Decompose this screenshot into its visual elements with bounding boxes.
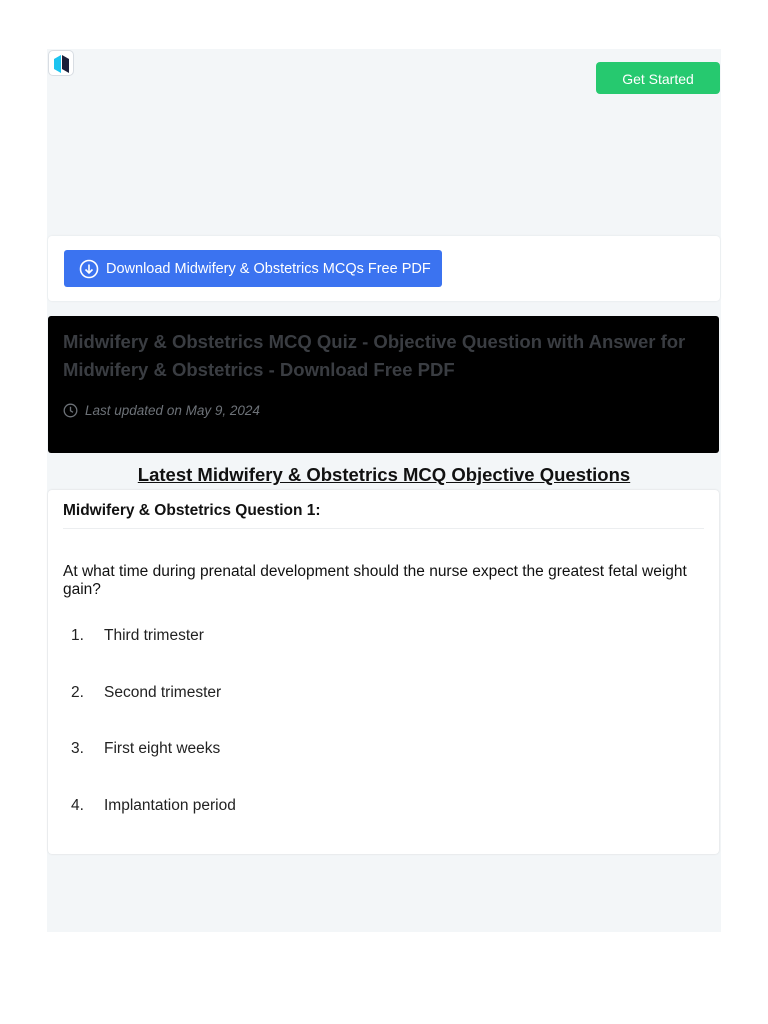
option-label: Third trimester	[104, 627, 204, 644]
page-container	[47, 49, 721, 932]
question-text: At what time during prenatal development should the nurse expect the greatest fetal weight gain?	[63, 563, 687, 598]
download-pdf-label: Download Midwifery & Obstetrics MCQs Free PDF	[106, 260, 431, 277]
option-3[interactable]	[63, 740, 703, 797]
option-number: 4.	[71, 796, 84, 814]
question-header: Midwifery & Obstetrics Question 1:	[63, 502, 321, 519]
download-circle-icon	[79, 259, 99, 279]
download-card	[48, 236, 720, 301]
divider	[63, 528, 704, 529]
option-number: 3.	[71, 740, 84, 757]
get-started-button[interactable]: Get Started	[596, 62, 720, 94]
option-label: Implantation period	[104, 796, 236, 814]
hero-banner	[48, 316, 719, 453]
option-1[interactable]	[63, 627, 703, 684]
last-updated	[63, 403, 260, 418]
download-pdf-button[interactable]	[64, 250, 442, 287]
option-4[interactable]	[63, 797, 703, 854]
option-number: 2.	[71, 683, 84, 701]
page-title: Midwifery & Obstetrics MCQ Quiz - Objective Question with Answer for Midwifery & Obstetrics - Download Free PDF	[63, 331, 686, 380]
last-updated-text: Last updated on May 9, 2024	[85, 403, 260, 418]
clock-icon	[63, 403, 78, 418]
option-label: Second trimester	[104, 683, 222, 701]
section-heading[interactable]: Latest Midwifery & Obstetrics MCQ Objective Questions	[137, 464, 631, 485]
options-list	[63, 627, 703, 853]
logo-icon	[53, 54, 71, 74]
option-number: 1.	[71, 627, 84, 644]
question-card	[48, 490, 719, 854]
option-label: First eight weeks	[104, 740, 221, 757]
logo[interactable]	[48, 50, 74, 76]
option-2[interactable]	[63, 684, 703, 741]
